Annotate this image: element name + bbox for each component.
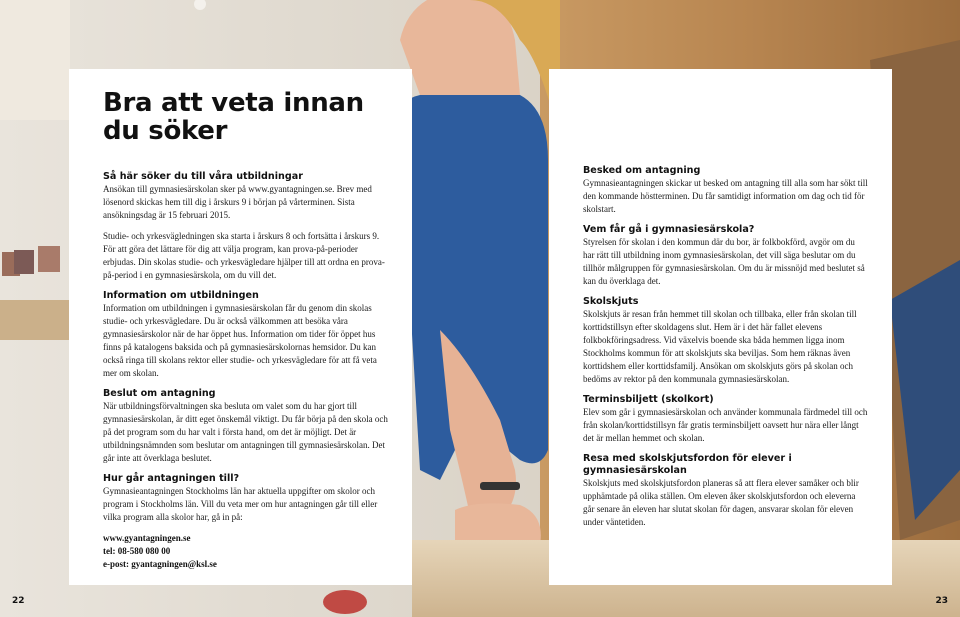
section-heading: Terminsbiljett (skolkort) <box>583 394 714 405</box>
section-admission-notice <box>583 165 868 216</box>
section-heading: Vem får gå i gymnasiesärskola? <box>583 224 755 235</box>
section-text: Gymnasieantagningen Stockholms län har aktuella uppgifter om skolor och program i Stockholms län. Vill du veta mer om hur antagningen går till eller vilka program alla skolor har, gå in på: <box>103 486 378 522</box>
section-guidance <box>103 230 388 282</box>
page-title: Bra att veta innan du söker <box>103 88 364 146</box>
right-text-card <box>549 69 892 585</box>
website-link[interactable]: www.gyantagningen.se <box>103 533 191 543</box>
section-text: Skolskjuts med skolskjutsfordon planeras så att flera elever samåker och blir upphämtade på olika ställen. Om eleven åker skolskjutsfordon och eleverna går senare än eleven har slutat skolan för dagen, ansvarar skolan för eleven under väntetiden. <box>583 478 859 527</box>
section-text: Gymnasieantagningen skickar ut besked om antagning till alla som har sökt till den kommande höstterminen. Du får samtidigt information om dag och tid för skolstart. <box>583 178 868 214</box>
section-heading: Hur går antagningen till? <box>103 473 240 484</box>
section-heading: Så här söker du till våra utbildningar <box>103 171 303 182</box>
section-school-transport <box>583 296 868 386</box>
section-heading: Information om utbildningen <box>103 290 259 301</box>
section-text: Skolskjuts är resan från hemmet till skolan och tillbaka, eller från skolan till korttidstillsyn efter skoldagens slut. Hem är i det här fallet elevens folkbokföringsadress. Vid växelvis boende ska båda hemmen ligga inom Stockholms kommun för att skolskjuts ska beviljas. Som hem räknas även korttidshem eller korttidsfamilj. Ansökan om skolskjuts görs på skolan och bedöms av rektor på den kommunala gymnasiesärskolan. <box>583 309 857 384</box>
section-text: När utbildningsförvaltningen ska besluta om valet som du har gjort till gymnasiesärskolan, är ditt eget önskemål viktigt. Du får börja på den skola och på det program som du har valt i första hand, om det är möjligt. Det är utbildningsnämnden som beslutar om antagningen till gymnasiesärskolan. Det går inte att överklaga beslutet. <box>103 401 388 463</box>
section-text: Ansökan till gymnasiesärskolan sker på www.gyantagningen.se. Brev med lösenord skickas hem till dig i årskurs 9 i början på vårterminen. Sista ansökningsdag är 15 februari 2015. <box>103 184 372 220</box>
section-heading: Besked om antagning <box>583 165 701 176</box>
section-text: Studie- och yrkesvägledningen ska starta i årskurs 8 och fortsätta i årskurs 9. För att göra det lättare för dig att välja program, kan prova-på-perioder erbjudas. Din skolas studie- och yrkesvägledare hjälper till att ordna en prova-på-period i en gymnasiesärskola, om du vill det. <box>103 231 385 280</box>
email-address[interactable]: e-post: gyantagningen@ksl.se <box>103 559 217 569</box>
left-page-number: 22 <box>12 596 25 606</box>
section-text: Elev som går i gymnasiesärskolan och använder kommunala färdmedel till och från skolan/korttidstillsyn får gratis terminsbiljett oavsett hur nära eller långt det är mellan hemmet och skolan. <box>583 407 868 443</box>
section-eligibility <box>583 224 868 288</box>
section-information <box>103 290 388 380</box>
left-text-card <box>69 69 412 585</box>
section-text: Information om utbildningen i gymnasiesärskolan får du genom din skolas studie- och yrkesvägledare. Du är också välkommen att besöka våra gymnasiesärskolor när de har öppet hus. Information om tider för öppet hus finns på katalogens baksida och på gymnasiesärskolornas hemsidor. Du kan också ringa till skolans rektor eller studie- och yrkesvägledare för att få veta mer om skolan. <box>103 303 377 378</box>
section-text: Styrelsen för skolan i den kommun där du bor, är folkbokförd, avgör om du har rätt till utbildning inom gymnasiesärskolan, det vill säga beslutar om du tillhör målgruppen för gymnasiesärskolan. Om du är missnöjd med beslutet så kan du överklaga det. <box>583 237 865 286</box>
section-heading: Skolskjuts <box>583 296 639 307</box>
section-admission-decision <box>103 388 388 465</box>
right-page-number: 23 <box>935 596 948 606</box>
section-heading: Resa med skolskjutsfordon för elever i gymnasiesärskolan <box>583 453 792 476</box>
section-term-ticket <box>583 394 868 445</box>
section-admission-process <box>103 473 388 524</box>
phone-number: tel: 08-580 080 00 <box>103 546 171 556</box>
section-how-to-apply <box>103 171 388 222</box>
section-heading: Beslut om antagning <box>103 388 216 399</box>
section-transport-vehicle <box>583 453 868 529</box>
contact-block <box>103 532 388 571</box>
